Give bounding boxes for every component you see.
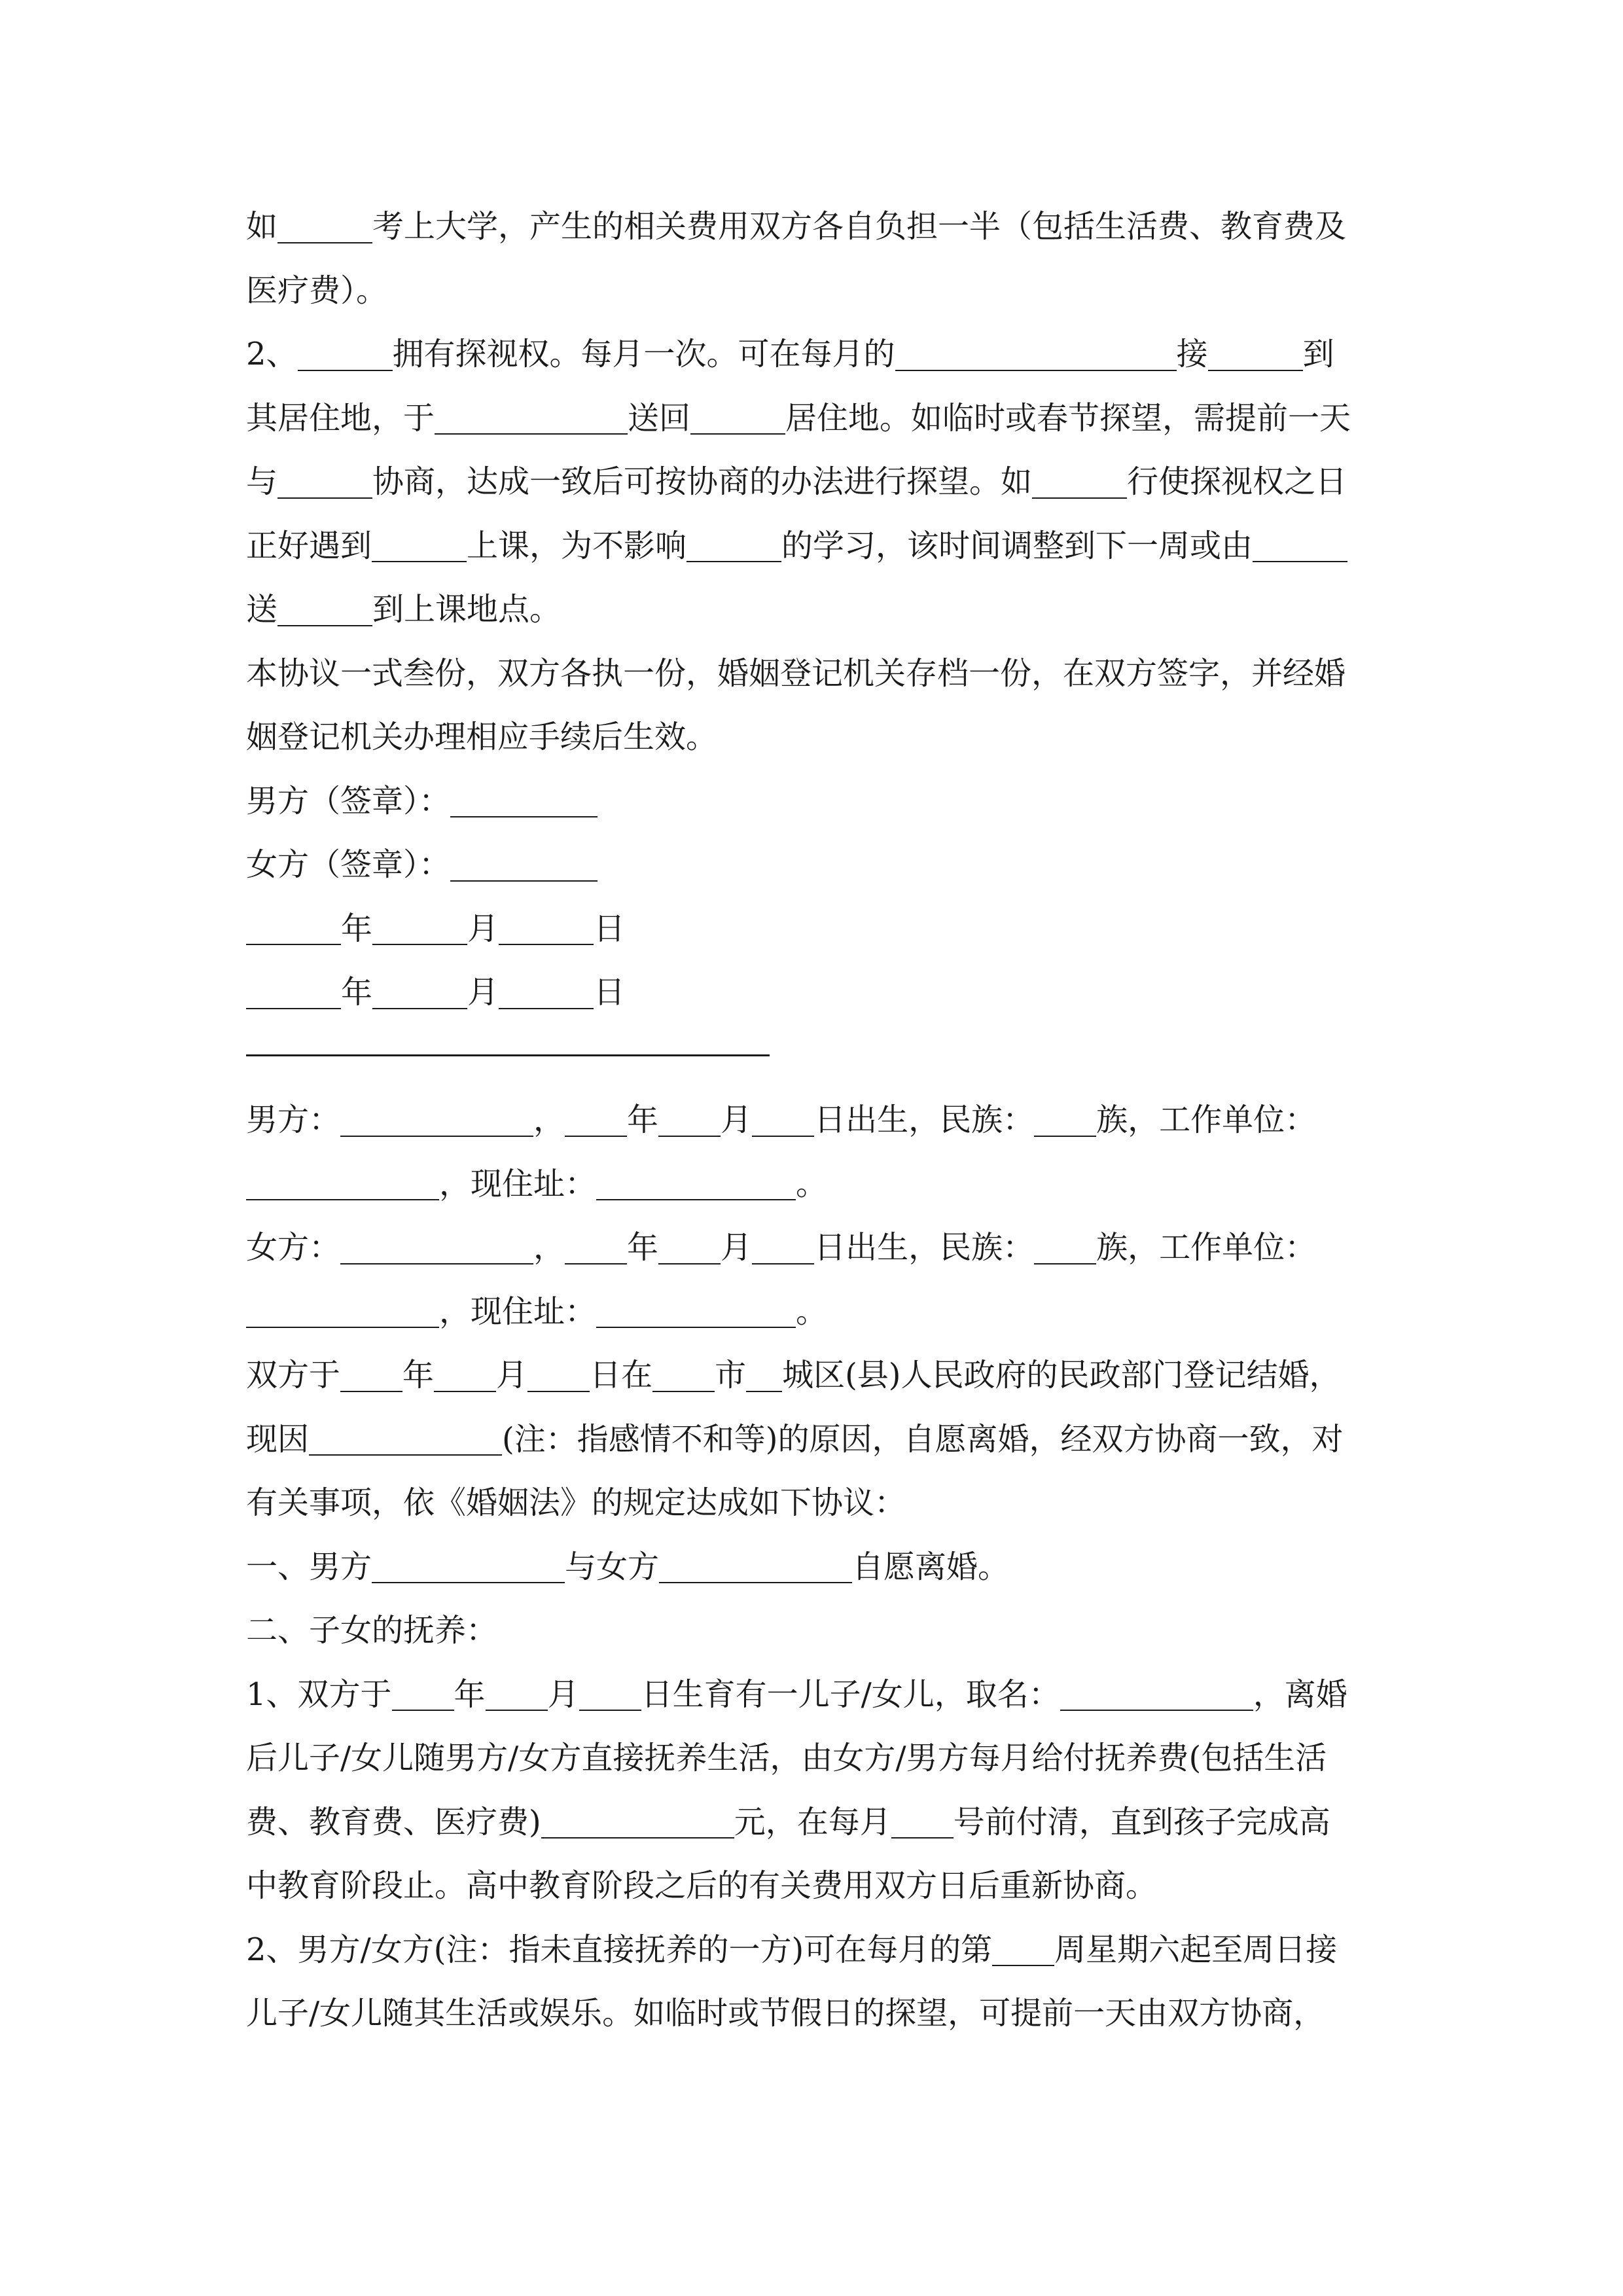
fill-in-blank (392, 1677, 454, 1711)
fill-in-blank (246, 1167, 439, 1200)
text-line (246, 1280, 1378, 1344)
fill-in-blank (752, 1231, 814, 1265)
fill-in-blank (486, 1677, 548, 1711)
fill-in-blank (658, 1103, 721, 1137)
text-line (246, 1982, 1378, 2046)
text-segment: 族，工作单位： (1096, 1102, 1317, 1138)
text-segment: 。 (796, 1293, 828, 1330)
text-line (246, 578, 1378, 642)
text-segment: 月 (496, 1357, 528, 1393)
text-line (246, 961, 1378, 1025)
text-segment: (注：指感情不和等)的原因，自愿离婚，经双方协商一致，对 (502, 1420, 1344, 1458)
text-segment: 年 (627, 1102, 659, 1138)
text-segment: 儿子/女儿随其生活或娱乐。如临时或节假日的探望，可提前一天由双方协商， (246, 1995, 1325, 2032)
text-segment: 日出生，民族： (814, 1102, 1035, 1138)
text-segment: ， (533, 1102, 565, 1138)
fill-in-blank (1253, 529, 1347, 562)
fill-in-blank (992, 1933, 1054, 1966)
text-segment: 中教育阶段止。高中教育阶段之后的有关费用双方日后重新协商。 (246, 1867, 1158, 1904)
text-segment: ， (533, 1229, 565, 1266)
text-segment: 女方： (246, 1229, 341, 1266)
text-line (246, 1088, 1378, 1153)
fill-in-blank (596, 1167, 796, 1200)
text-segment: 如 (246, 208, 278, 245)
text-line (246, 1663, 1378, 1727)
text-line (246, 195, 1378, 259)
text-line (246, 1791, 1378, 1855)
fill-in-blank (895, 338, 1177, 371)
fill-in-blank (309, 1422, 502, 1456)
fill-in-blank (450, 848, 597, 882)
fill-in-blank (527, 1359, 590, 1392)
fill-in-blank (1034, 1103, 1096, 1137)
fill-in-blank (891, 1805, 954, 1839)
fill-in-blank (277, 465, 372, 499)
text-segment: 月 (547, 1676, 579, 1713)
text-segment: 1、双方于 (246, 1676, 392, 1713)
fill-in-blank (435, 401, 628, 435)
text-segment: 到 (1302, 336, 1334, 372)
text-segment: ，现住址： (439, 1165, 597, 1202)
fill-in-blank (298, 338, 393, 371)
fill-in-blank (687, 529, 781, 562)
text-line (246, 514, 1378, 579)
text-segment: 拥有探视权。每月一次。可在每月的 (392, 336, 895, 372)
text-segment: 月 (467, 910, 499, 947)
text-line (246, 1025, 1378, 1089)
text-segment: 。 (796, 1165, 828, 1202)
text-segment: 市 (715, 1357, 747, 1393)
text-segment: 与 (246, 463, 278, 500)
text-segment: 二、子女的抚养： (246, 1612, 498, 1649)
text-line (246, 1153, 1378, 1217)
text-line (246, 1344, 1378, 1408)
text-segment: 月 (721, 1102, 753, 1138)
text-line (246, 1408, 1378, 1472)
text-line (246, 706, 1378, 770)
text-segment: 月 (721, 1229, 753, 1266)
fill-in-blank (541, 1805, 734, 1839)
fill-in-blank (246, 1295, 439, 1328)
text-segment: 双方于 (246, 1357, 341, 1393)
text-segment: 自愿离婚。 (852, 1548, 1010, 1585)
text-segment: 城区(县)人民政府的民政部门登记结婚， (782, 1357, 1341, 1393)
fill-in-blank (1034, 1231, 1096, 1265)
text-segment: 年 (627, 1229, 659, 1266)
fill-in-blank (1032, 465, 1127, 499)
text-line (246, 642, 1378, 706)
text-segment: 号前付清，直到孩子完成高 (953, 1803, 1330, 1840)
fill-in-blank (340, 1103, 533, 1137)
text-line (246, 833, 1378, 897)
fill-in-blank (579, 1677, 641, 1711)
text-segment: 2、男方/女方(注：指未直接抚养的一方)可在每月的第 (246, 1931, 993, 1968)
text-segment: 一、男方 (246, 1548, 372, 1585)
text-segment: 元，在每月 (734, 1803, 891, 1840)
fill-in-blank (372, 529, 467, 562)
text-line (246, 770, 1378, 834)
text-line (246, 1471, 1378, 1535)
text-segment: 日 (594, 974, 626, 1011)
text-line (246, 1599, 1378, 1663)
fill-in-blank (246, 912, 341, 945)
text-segment: ，现住址： (439, 1293, 597, 1330)
text-segment: 男方（签章）： (246, 782, 451, 819)
text-line (246, 1727, 1378, 1791)
fill-in-blank (658, 1231, 721, 1265)
text-segment: 正好遇到 (246, 527, 372, 564)
fill-in-blank (340, 1231, 533, 1265)
text-segment: 年 (341, 910, 373, 947)
text-line (246, 897, 1378, 961)
fill-in-blank (499, 912, 594, 945)
fill-in-blank (596, 1295, 796, 1328)
text-segment: 后儿子/女儿随男方/女方直接抚养生活，由女方/男方每月给付抚养费(包括生活 (246, 1740, 1327, 1776)
text-segment: 年 (402, 1357, 435, 1393)
fill-in-blank (499, 976, 594, 1009)
text-segment: 的学习，该时间调整到下一周或由 (781, 527, 1253, 564)
text-segment: 日生育有一儿子/女儿，取名： (641, 1676, 1060, 1713)
text-line (246, 450, 1378, 514)
text-segment: 现因 (246, 1420, 310, 1458)
text-segment: 行使探视权之日 (1127, 463, 1347, 500)
fill-in-blank (565, 1103, 627, 1137)
text-segment: 女方（签章）： (246, 846, 451, 883)
text-line (246, 1854, 1378, 1918)
fill-in-blank (340, 1359, 402, 1392)
text-segment: 周星期六起至周日接 (1054, 1931, 1338, 1968)
text-segment: 日出生，民族： (814, 1229, 1035, 1266)
text-line (246, 387, 1378, 451)
fill-in-blank (277, 210, 372, 243)
fill-in-blank (565, 1231, 627, 1265)
fill-in-blank (652, 1359, 715, 1392)
fill-in-blank (659, 1550, 852, 1583)
fill-in-blank (372, 912, 467, 945)
text-line (246, 259, 1378, 323)
text-segment: 上课，为不影响 (467, 527, 687, 564)
text-segment: 有关事项，依《婚姻法》的规定达成如下协议： (246, 1484, 906, 1521)
fill-in-blank (434, 1359, 496, 1392)
fill-in-blank (372, 1550, 565, 1583)
separator-rule (246, 1054, 770, 1056)
document-body (246, 195, 1378, 2046)
text-line (246, 323, 1378, 387)
text-segment: 姻登记机关办理相应手续后生效。 (246, 719, 718, 755)
text-line (246, 1216, 1378, 1280)
text-segment: 男方： (246, 1102, 341, 1138)
fill-in-blank (752, 1103, 814, 1137)
text-segment: 本协议一式叁份，双方各执一份，婚姻登记机关存档一份，在双方签字，并经婚 (246, 655, 1346, 692)
fill-in-blank (246, 976, 341, 1009)
text-line (246, 1535, 1378, 1600)
text-segment: 居住地。如临时或春节探望，需提前一天 (785, 399, 1351, 437)
text-segment: 送 (246, 591, 278, 628)
text-segment: 与女方 (565, 1548, 660, 1585)
text-segment: 考上大学，产生的相关费用双方各自负担一半（包括生活费、教育费及 (372, 208, 1347, 245)
text-segment: 族，工作单位： (1096, 1229, 1317, 1266)
text-segment: 年 (454, 1676, 486, 1713)
text-segment: 协商，达成一致后可按协商的办法进行探望。如 (372, 463, 1033, 500)
text-segment: 其居住地，于 (246, 399, 435, 437)
text-line (246, 1918, 1378, 1982)
text-segment: ，离婚 (1253, 1676, 1347, 1713)
text-segment: 2、 (246, 336, 298, 372)
fill-in-blank (690, 401, 785, 435)
fill-in-blank (1208, 338, 1303, 371)
text-segment: 日 (594, 910, 626, 947)
fill-in-blank (277, 593, 372, 626)
text-segment: 送回 (628, 399, 691, 437)
text-segment: 年 (341, 974, 373, 1011)
fill-in-blank (1060, 1677, 1253, 1711)
text-segment: 医疗费）。 (246, 272, 388, 309)
text-segment: 接 (1176, 336, 1208, 372)
text-segment: 费、教育费、医疗费) (246, 1803, 541, 1840)
fill-in-blank (372, 976, 467, 1009)
fill-in-blank (746, 1359, 782, 1392)
fill-in-blank (450, 784, 597, 817)
text-segment: 日在 (590, 1357, 653, 1393)
text-segment: 到上课地点。 (372, 591, 562, 628)
text-segment: 月 (467, 974, 499, 1011)
